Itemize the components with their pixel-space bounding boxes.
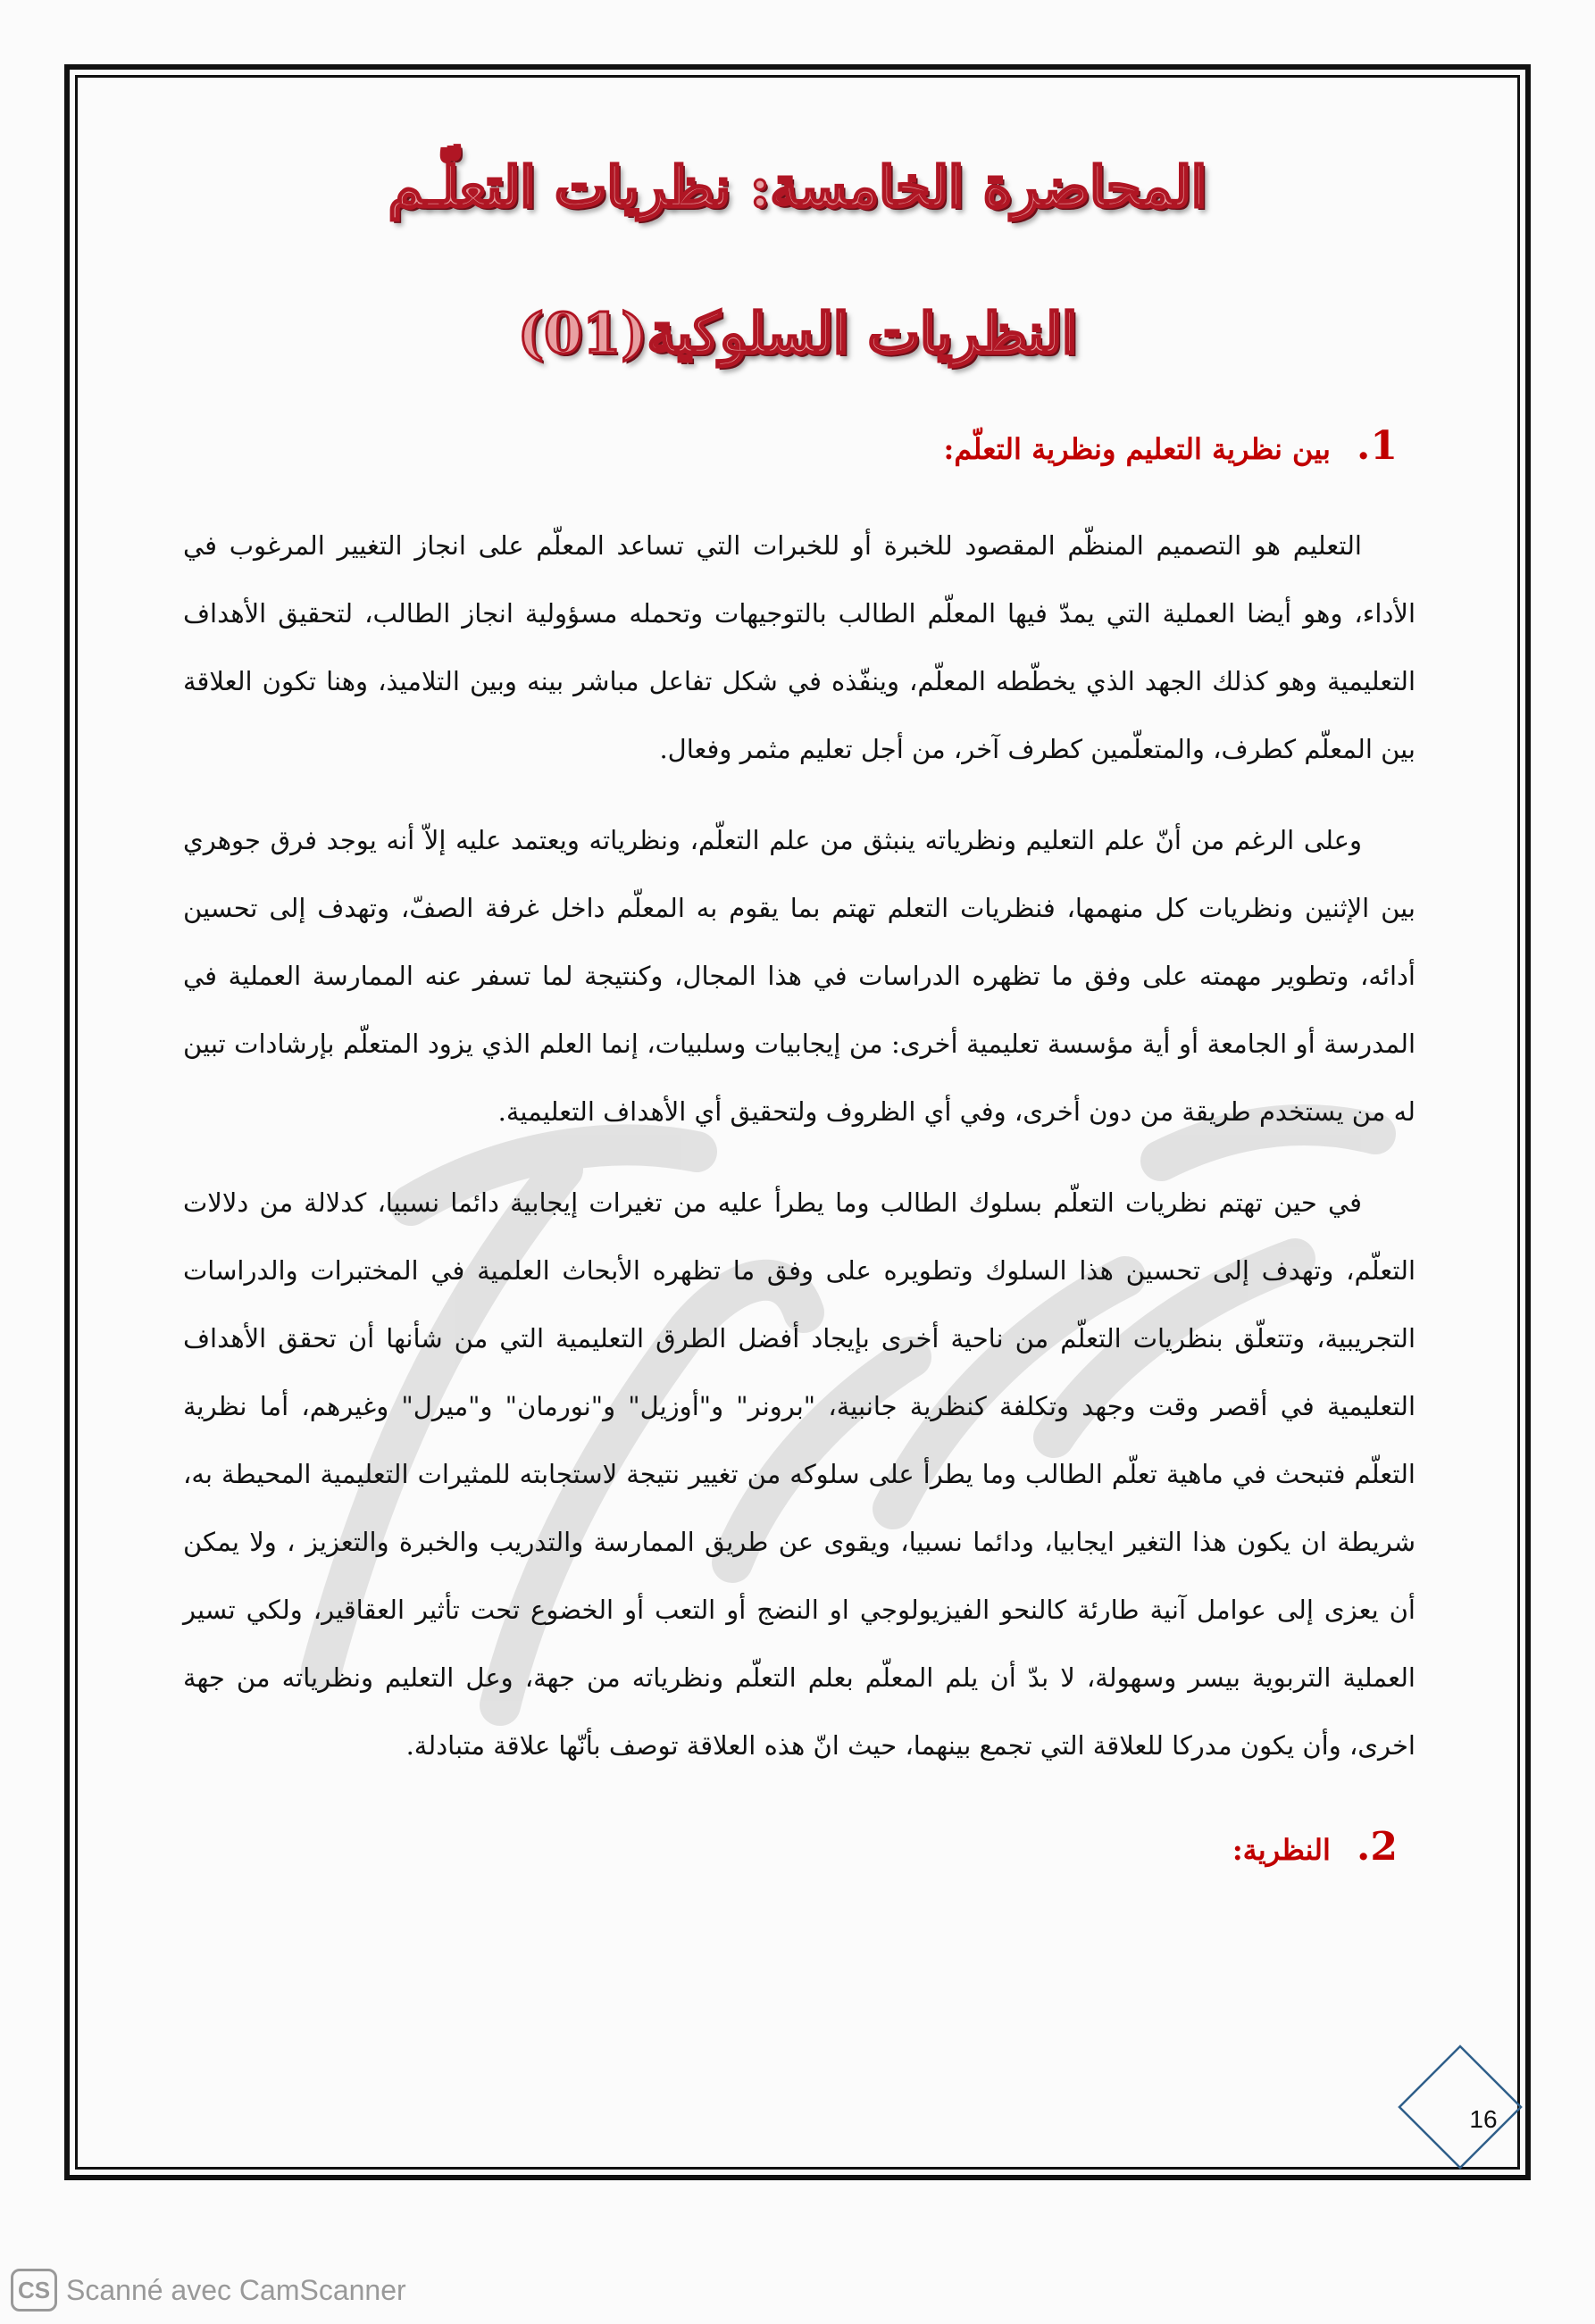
title-block: [0, 152, 1595, 370]
paragraph-1: التعليم هو التصميم المنظّم المقصود للخبرة أو للخبرات التي تساعد المعلّم على انجاز التغيير المرغوب في الأداء، وهو أيضا العملية التي يمدّ فيها المعلّم الطالب بالتوجيهات وتحمله مسؤولية انجاز الطالب، لتحقيق الأهداف التعليمية وهو كذلك الجهد الذي يخطّطه المعلّم، وينفّذه في شكل تفاعل مباشر بينه وبين التلاميذ، وهنا تكون العلاقة بين المعلّم كطرف، والمتعلّمين كطرف آخر، من أجل تعليم مثمر وفعال.: [183, 530, 1415, 764]
section-1-title: بين نظرية التعليم ونظرية التعلّم:: [943, 432, 1331, 466]
document-content: [183, 420, 1415, 1877]
section-2-title: النظرية:: [1232, 1833, 1331, 1867]
section-2-number: 2.: [1357, 1824, 1398, 1870]
lecture-title: المحاضرة الخامسة: نظريات التعلّـم: [388, 154, 1207, 220]
scanner-footer: [11, 2268, 406, 2312]
paragraph-2: وعلى الرغم من أنّ علم التعليم ونظرياته ينبثق من علم التعلّم، ونظرياته ويعتمد عليه إلاّ أنه يوجد فرق جوهري بين الإثنين ونظريات كل منهمها، فنظريات التعلم تهتم بما يقوم به المعلّم داخل غرفة الصفّ، وتهدف إلى تحسين أدائه، وتطوير مهمته على وفق ما تظهره الدراسات في هذا المجال، وكنتيجة لما تسفر عنه الممارسة العملية في المدرسة أو الجامعة أو أية مؤسسة تعليمية أخرى: من إيجابيات وسلبيات، إنما العلم الذي يزود المتعلّم بإرشادات تبين له من يستخدم طريقة من دون أخرى، وفي أي الظروف ولتحقيق أي الأهداف التعليمية.: [183, 825, 1415, 1127]
scanner-text: Scanné avec CamScanner: [66, 2273, 406, 2306]
paragraph-3: في حين تهتم نظريات التعلّم بسلوك الطالب وما يطرأ عليه من تغيرات إيجابية دائما نسبيا، كدلالة من دلالات التعلّم، وتهدف إلى تحسين هذا السلوك وتطويره على وفق ما تظهره الأبحاث العلمية في المختبرات والدراسات التجريبية، وتتعلّق بنظريات التعلّم من ناحية أخرى بإيجاد أفضل الطرق التعليمية التي من شأنها أن تحقق الأهداف التعليمية في أقصر وقت وجهد وتكلفة كنظرية جانبية، "برونر" و"أوزيل" و"نورمان" و"ميرل" وغيرهم، أما نظرية التعلّم فتبحث في ماهية تعلّم الطالب وما يطرأ على سلوكه من تغيير نتيجة لاستجابته للمثيرات التعليمية المحيطة به، شريطة ان يكون هذا التغير ايجابيا، ودائما نسبيا، ويقوى عن طريق الممارسة والتدريب والخبرة والتعزيز ، ولا يمكن أن يعزى إلى عوامل آنية طارئة كالنحو الفيزيولوجي او النضج أو التعب أو الخضوع تحت تأثير العقاقير، ولكي تسير العملية التربوية بيسر وسهولة، لا بدّ أن يلم المعلّم بعلم التعلّم ونظرياته من جهة، وعل التعليم ونظرياته من جهة اخرى، وأن يكون مدركا للعلاقة التي تجمع بينهما، حيث انّ هذه العلاقة توصف بأنّها علاقة متبادلة.: [183, 1187, 1415, 1761]
page-number: 16: [1469, 2105, 1498, 2133]
lecture-subtitle: النظريات السلوكية(01): [517, 301, 1078, 366]
section-1-number: 1.: [1357, 423, 1398, 469]
section-2-heading: [183, 1820, 1398, 1877]
camscanner-logo-icon: CS: [11, 2269, 57, 2312]
section-1-heading: [183, 420, 1398, 476]
